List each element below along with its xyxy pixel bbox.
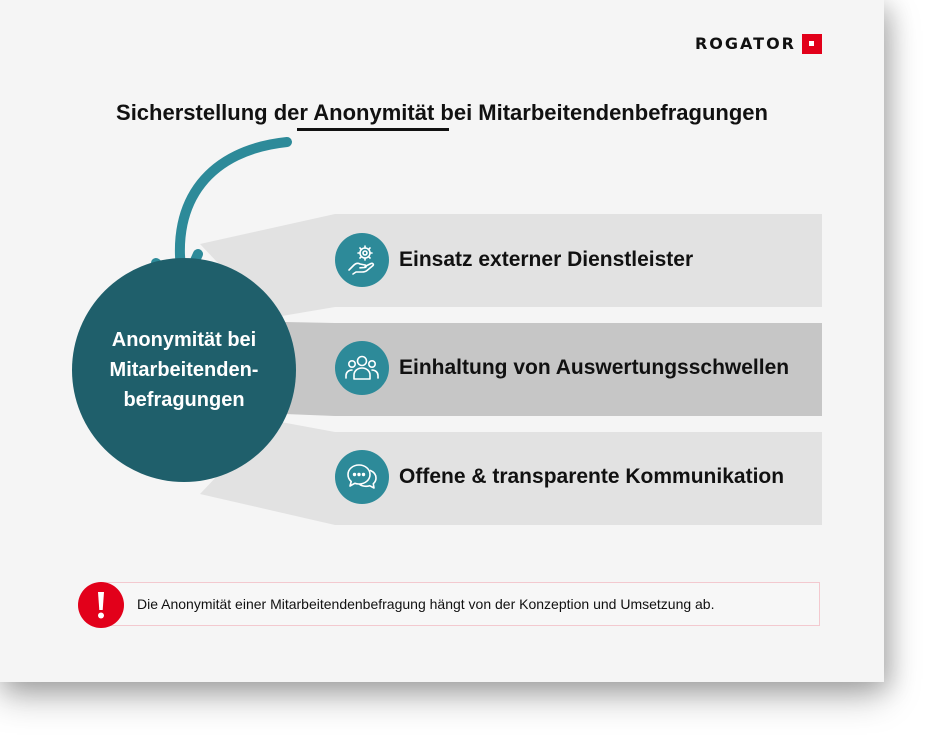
center-circle bbox=[72, 258, 296, 482]
chat-bubbles-icon bbox=[335, 450, 389, 504]
item-transparent-communication bbox=[335, 452, 784, 502]
people-group-icon bbox=[335, 341, 389, 395]
center-circle-label: Anonymität bei Mitarbeitenden- befragungen bbox=[109, 329, 259, 411]
title-highlight: Anonymität bbox=[313, 100, 435, 125]
item-evaluation-thresholds bbox=[335, 343, 789, 393]
note-text: Die Anonymität einer Mitarbeitendenbefragung hängt von der Konzeption und Umsetzung ab. bbox=[137, 596, 715, 612]
note-box bbox=[100, 582, 820, 626]
item-external-provider bbox=[335, 235, 693, 285]
exclamation-icon bbox=[78, 582, 124, 628]
item-label: Einsatz externer Dienstleister bbox=[399, 248, 694, 271]
item-label: Offene & transparente Kommunikation bbox=[399, 465, 785, 488]
hand-gear-icon bbox=[335, 233, 389, 287]
item-label: Einhaltung von Auswertungsschwellen bbox=[399, 356, 790, 379]
logo-text: ROGATOR bbox=[694, 34, 796, 53]
title-part-after: bei Mitarbeitendenbefragungen bbox=[440, 100, 768, 125]
title-part-before: Sicherstellung der bbox=[116, 100, 308, 125]
